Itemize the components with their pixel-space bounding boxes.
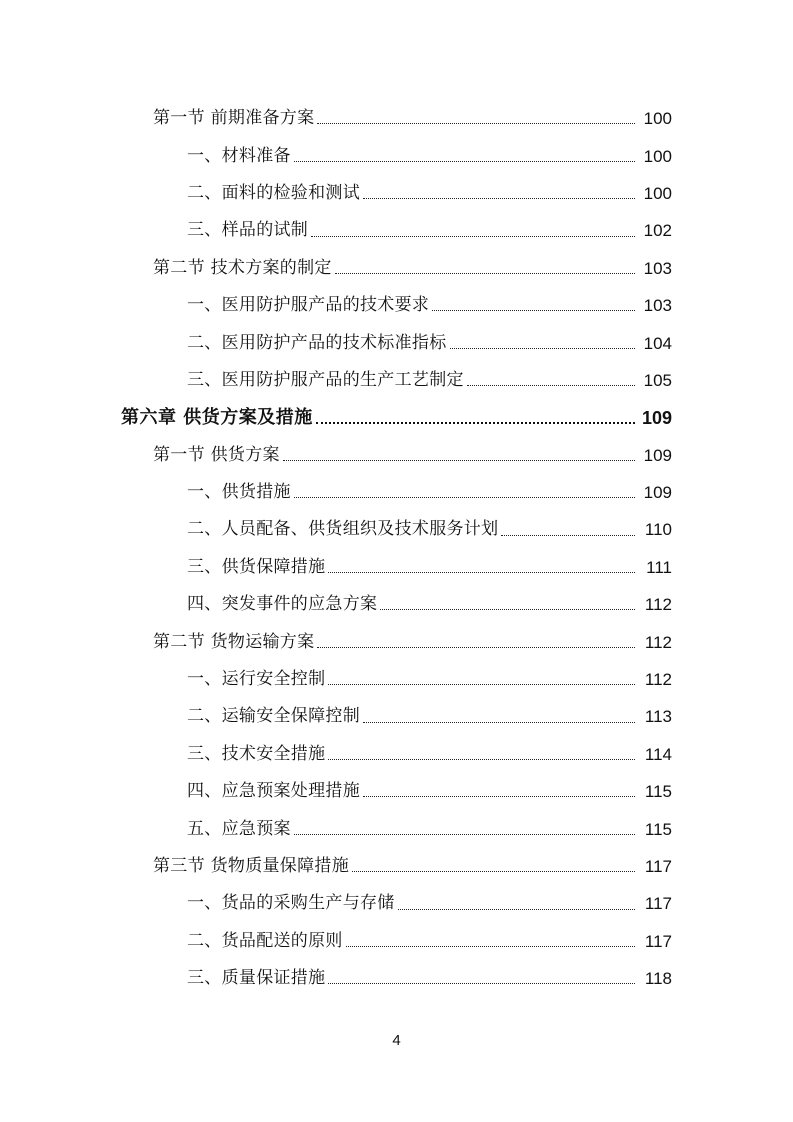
toc-dot-leader xyxy=(294,496,635,498)
toc-entry[interactable] xyxy=(0,287,793,324)
toc-entry-page: 117 xyxy=(644,857,672,876)
toc-dot-leader xyxy=(328,982,635,984)
table-of-contents xyxy=(0,100,793,997)
toc-entry[interactable] xyxy=(0,399,793,436)
toc-dot-leader xyxy=(450,347,636,349)
toc-entry-page: 112 xyxy=(644,595,672,615)
toc-entry-page: 110 xyxy=(644,520,672,540)
toc-entry-page: 118 xyxy=(644,969,672,989)
toc-entry-page: 115 xyxy=(644,819,672,839)
toc-dot-leader xyxy=(398,908,635,910)
toc-entry[interactable] xyxy=(0,923,793,960)
toc-entry[interactable] xyxy=(0,511,793,548)
toc-entry[interactable] xyxy=(0,324,793,361)
toc-dot-leader xyxy=(328,683,635,685)
toc-entry[interactable] xyxy=(0,362,793,399)
toc-entry[interactable] xyxy=(0,437,793,474)
toc-entry-page: 100 xyxy=(643,109,672,129)
toc-entry-page: 117 xyxy=(644,931,672,951)
toc-dot-leader xyxy=(283,459,635,461)
toc-dot-leader xyxy=(316,421,635,424)
toc-entry-page: 103 xyxy=(643,296,672,316)
toc-entry-title: 三、技术安全措施 xyxy=(187,743,326,764)
toc-dot-leader xyxy=(335,272,635,274)
toc-entry[interactable] xyxy=(0,810,793,847)
toc-entry-page: 100 xyxy=(643,146,672,166)
toc-entry-title: 二、运输安全保障控制 xyxy=(187,706,360,727)
toc-dot-leader xyxy=(363,197,635,199)
toc-entry[interactable] xyxy=(0,100,793,137)
toc-entry-title: 二、人员配备、供货组织及技术服务计划 xyxy=(187,519,499,540)
toc-entry[interactable] xyxy=(0,474,793,511)
toc-entry-title: 第一节 供货方案 xyxy=(153,444,280,465)
toc-entry-title: 第一节 前期准备方案 xyxy=(153,108,315,129)
toc-entry-title: 五、应急预案 xyxy=(187,818,291,839)
toc-entry-title: 三、供货保障措施 xyxy=(187,556,326,577)
toc-entry[interactable] xyxy=(0,250,793,287)
toc-entry[interactable] xyxy=(0,960,793,997)
toc-entry[interactable] xyxy=(0,549,793,586)
toc-entry-page: 114 xyxy=(644,744,672,764)
toc-entry[interactable] xyxy=(0,175,793,212)
toc-entry-page: 103 xyxy=(643,258,672,278)
toc-dot-leader xyxy=(328,758,635,760)
toc-dot-leader xyxy=(363,721,635,723)
toc-entry-page: 109 xyxy=(643,483,672,503)
toc-dot-leader xyxy=(363,795,635,797)
toc-entry-title: 一、材料准备 xyxy=(187,145,291,166)
toc-dot-leader xyxy=(311,235,635,237)
toc-entry-title: 四、应急预案处理措施 xyxy=(187,781,360,802)
toc-entry[interactable] xyxy=(0,885,793,922)
toc-entry-page: 102 xyxy=(643,221,672,241)
toc-entry-title: 三、样品的试制 xyxy=(187,220,309,241)
toc-entry-title: 一、医用防护服产品的技术要求 xyxy=(187,295,430,316)
toc-entry-title: 第二节 货物运输方案 xyxy=(153,631,315,652)
toc-dot-leader xyxy=(467,384,635,386)
toc-entry[interactable] xyxy=(0,212,793,249)
toc-dot-leader xyxy=(317,646,635,648)
toc-entry[interactable] xyxy=(0,623,793,660)
toc-entry-title: 四、突发事件的应急方案 xyxy=(187,594,378,615)
toc-entry-title: 第三节 货物质量保障措施 xyxy=(153,856,350,876)
toc-entry-page: 112 xyxy=(644,670,672,690)
toc-entry-title: 第二节 技术方案的制定 xyxy=(153,257,332,278)
toc-entry[interactable] xyxy=(0,736,793,773)
toc-entry[interactable] xyxy=(0,773,793,810)
toc-entry-page: 112 xyxy=(644,632,672,652)
toc-dot-leader xyxy=(501,534,635,536)
toc-entry-page: 100 xyxy=(643,183,672,203)
toc-entry[interactable] xyxy=(0,698,793,735)
toc-entry-title: 三、医用防护服产品的生产工艺制定 xyxy=(187,369,464,390)
toc-entry-page: 109 xyxy=(643,445,672,465)
toc-dot-leader xyxy=(294,833,635,835)
toc-dot-leader xyxy=(346,945,635,947)
toc-dot-leader xyxy=(380,608,635,610)
toc-dot-leader xyxy=(294,160,635,162)
toc-entry-page: 104 xyxy=(643,333,672,353)
toc-entry-title: 二、面料的检验和测试 xyxy=(187,182,360,203)
toc-entry[interactable] xyxy=(0,661,793,698)
toc-entry[interactable] xyxy=(0,137,793,174)
page-number: 4 xyxy=(392,1032,401,1049)
toc-entry-title: 一、运行安全控制 xyxy=(187,669,326,690)
toc-entry-title: 一、供货措施 xyxy=(187,482,291,503)
toc-entry[interactable] xyxy=(0,586,793,623)
toc-entry-title: 三、质量保证措施 xyxy=(187,968,326,989)
toc-dot-leader xyxy=(352,870,635,872)
toc-entry-title: 第六章 供货方案及措施 xyxy=(121,406,313,428)
toc-entry-title: 二、货品配送的原则 xyxy=(187,930,343,951)
toc-entry-page: 113 xyxy=(644,707,672,727)
toc-entry-page: 109 xyxy=(641,407,672,428)
toc-entry-page: 117 xyxy=(644,894,672,914)
toc-dot-leader xyxy=(317,122,635,124)
toc-entry-page: 111 xyxy=(646,557,672,577)
toc-entry-title: 一、货品的采购生产与存储 xyxy=(187,893,395,914)
toc-dot-leader xyxy=(328,571,635,573)
toc-entry-page: 105 xyxy=(643,370,672,390)
toc-entry-title: 二、医用防护产品的技术标准指标 xyxy=(187,332,447,353)
toc-entry[interactable] xyxy=(0,848,793,885)
toc-dot-leader xyxy=(432,309,635,311)
toc-entry-page: 115 xyxy=(644,782,672,802)
